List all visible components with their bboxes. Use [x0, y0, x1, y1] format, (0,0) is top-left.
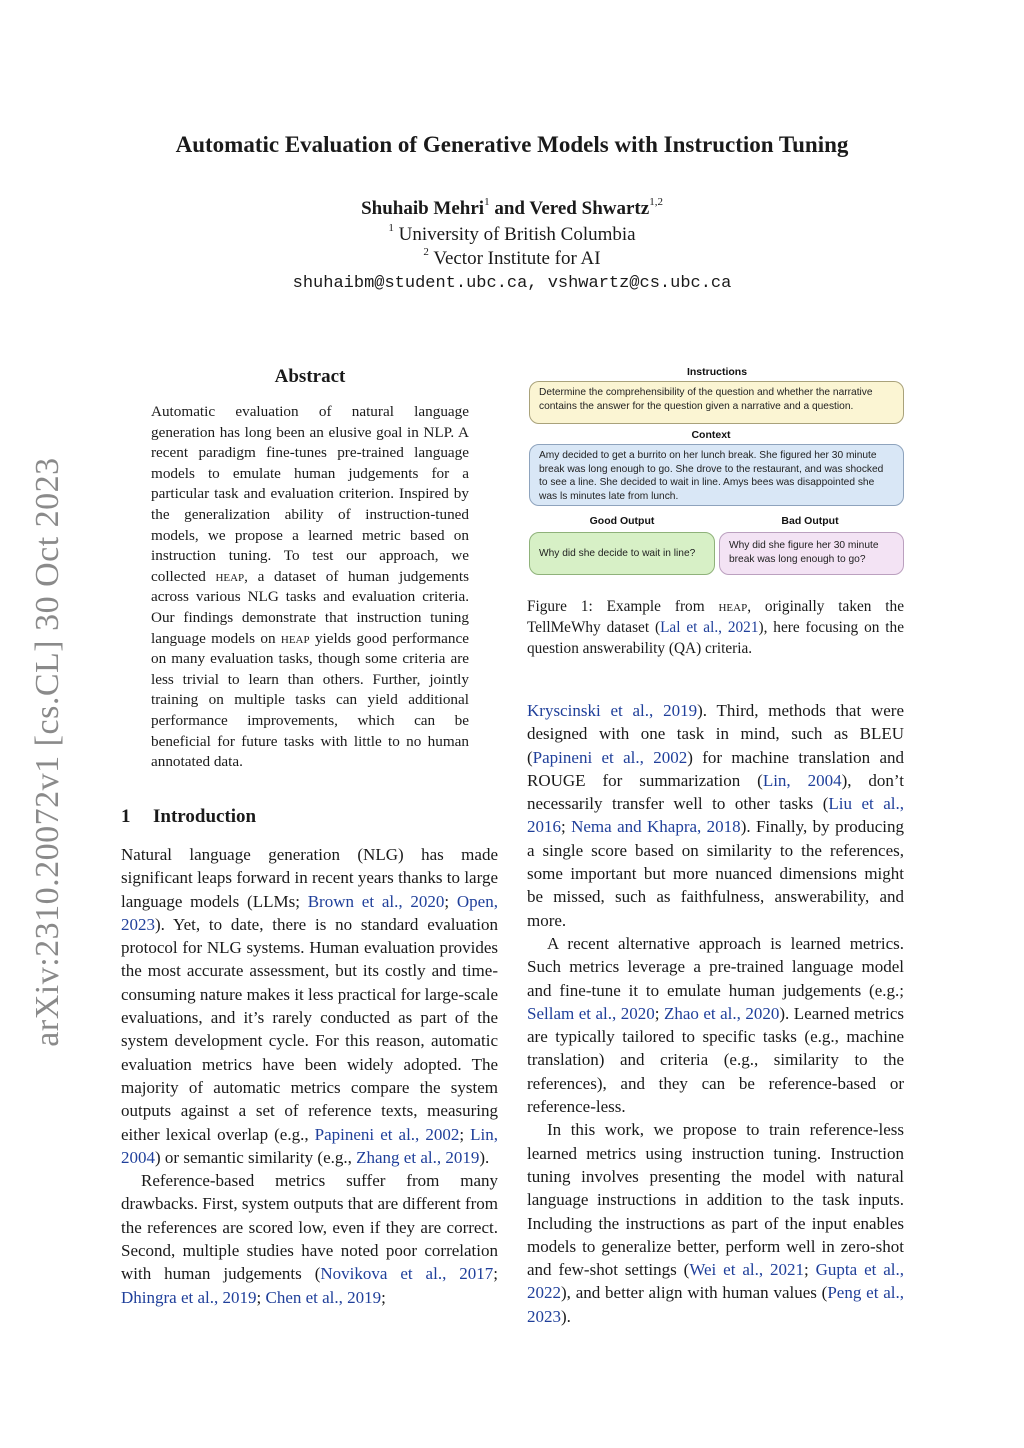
text-run: ), don’t necessarily transfer well to other tasks (: [527, 770, 904, 814]
text-run: In this work, we propose to train reference-less learned metrics using instruction tuning. Instruction tuning involves presenting the model with natural language instructions in addition to the task inputs. Including the instructions as part of the input enables models to generalize better, perform well in zero-shot and few-shot settings (: [527, 1120, 904, 1280]
figure-instructions-label: Instructions: [686, 366, 748, 378]
citation-chen-2019[interactable]: Chen et al., 2019: [265, 1287, 382, 1307]
affiliation-1-name: University of British Columbia: [398, 224, 636, 245]
text-run: ). Finally, by producing a single score based on similarity to the references, some important but more nuanced dimensions might be missed, such as faithfulness, answerability, and more.: [527, 817, 904, 930]
figure-bad-output-text: Why did she figure her 30 minute break was long enough to go?: [729, 540, 879, 565]
abstract-text-1: Automatic evaluation of natural language generation has long been an elusive goal in NLP. A recent paradigm fine-tunes pre-trained language models to emulate human judgements for a particular task and evaluation criterion. Inspired by the generalization ability of instruction-tuned models, we propose a learned metric based on instruction tuning. To test our approach, we collected: [151, 403, 469, 585]
citation-zhao-2020[interactable]: Zhao et al., 2020: [663, 1003, 780, 1023]
intro-paragraph-1: [121, 843, 498, 1169]
citation-sellam-2020[interactable]: Sellam et al., 2020: [527, 1003, 655, 1023]
right-paragraph-3: [527, 1118, 904, 1328]
text-run: ;: [561, 817, 572, 837]
author-1-affil: 1: [484, 196, 490, 208]
text-run: ;: [804, 1260, 816, 1280]
text-run: Natural language generation (NLG) has made significant leaps forward in recent years thanks to large language models (LLMs;: [121, 845, 498, 911]
citation-open-2023[interactable]: Open, 2023: [121, 891, 498, 934]
figure-good-output-box: [529, 532, 715, 575]
heap-dataset-name: heap: [215, 567, 245, 585]
heap-dataset-name: heap: [718, 598, 748, 615]
citation-brown-2020[interactable]: Brown et al., 2020: [307, 891, 445, 911]
arxiv-identifier: arXiv:2310.20072v1 [cs.CL] 30 Oct 2023: [29, 457, 66, 1047]
text-run: Reference-based metrics suffer from many drawbacks. First, system outputs that are different from the references are scored low, even if they are correct. Second, multiple studies have noted poor correlation with human judgements (: [121, 1171, 498, 1284]
paper-title: Automatic Evaluation of Generative Models with Instruction Tuning: [175, 132, 849, 157]
section-heading-introduction: [121, 806, 256, 828]
text-run: ;: [444, 891, 457, 911]
figure-1: [527, 360, 907, 582]
right-paragraph-1: [527, 699, 904, 932]
figure-1-caption: [527, 596, 904, 659]
text-run: ;: [459, 1124, 471, 1144]
authors: [0, 198, 1024, 220]
citation-lal-2021[interactable]: Lal et al., 2021: [660, 619, 759, 636]
left-column-body: [121, 843, 498, 1309]
figure-bad-output-label: Bad Output: [781, 515, 839, 527]
author-1: Shuhaib Mehri: [361, 198, 485, 219]
heap-dataset-name: heap: [280, 629, 310, 647]
caption-text: Figure 1: Example from: [527, 598, 719, 615]
figure-good-output-label: Good Output: [589, 515, 655, 527]
author-emails: shuhaibm@student.ubc.ca, vshwartz@cs.ubc.ca: [292, 274, 732, 293]
text-run: ) or semantic similarity (e.g.,: [155, 1147, 357, 1167]
caption-text: , originally taken the TellMeWhy dataset (: [527, 598, 904, 636]
figure-bad-output-box: [719, 532, 904, 575]
affiliation-2-name: Vector Institute for AI: [433, 248, 601, 269]
citation-dhingra-2019[interactable]: Dhingra et al., 2019: [121, 1287, 257, 1307]
figure-context-text: Amy decided to get a burrito on her lunch break. She figured her 30 minute break was long enough to go. She drove to the restaurant, and was shocked to see a line. She decided to wait in line. Amys bees was disappointed she was ls minutes late from lunch.: [539, 450, 884, 502]
text-run: ;: [654, 1003, 664, 1023]
citation-papineni-2002[interactable]: Papineni et al., 2002: [314, 1124, 460, 1144]
text-run: ).: [561, 1306, 571, 1326]
abstract-paragraph: [151, 402, 469, 773]
text-run: ).: [479, 1147, 490, 1167]
author-2: Vered Shwartz: [529, 198, 650, 219]
citation-lin-2004[interactable]: Lin, 2004: [121, 1124, 498, 1167]
text-run: ;: [256, 1287, 266, 1307]
text-run: ) for machine translation and ROUGE for summarization (: [527, 747, 905, 790]
right-paragraph-2: [527, 932, 904, 1118]
citation-nema-2018[interactable]: Nema and Khapra, 2018: [571, 817, 741, 837]
figure-context-box: [529, 444, 904, 506]
citation-lin-2004[interactable]: Lin, 2004: [762, 770, 842, 790]
abstract-heading: Abstract: [274, 366, 346, 387]
affiliation-1-number: 1: [388, 222, 394, 234]
figure-instructions-text: Determine the comprehensibility of the question and whether the narrative contains the answer for the question given a narrative and a question.: [539, 387, 873, 412]
citation-liu-2016[interactable]: Liu et al., 2016: [527, 794, 904, 837]
abstract-text-2: , a dataset of human judgements across various NLG tasks and evaluation criteria. Our findings demonstrate that instruction tuning language models on: [151, 567, 469, 647]
citation-zhang-2019[interactable]: Zhang et al., 2019: [356, 1147, 480, 1167]
citation-papineni-2002[interactable]: Papineni et al., 2002: [532, 747, 688, 767]
citation-kryscinski-2019[interactable]: Kryscinski et al., 2019: [527, 701, 698, 720]
intro-paragraph-2: [121, 1169, 498, 1309]
citation-wei-2021[interactable]: Wei et al., 2021: [689, 1260, 804, 1280]
figure-context-label: Context: [691, 429, 731, 441]
caption-text: ), here focusing on the question answerability (QA) criteria.: [527, 619, 904, 657]
affiliation-2: [0, 248, 1024, 270]
citation-gupta-2022[interactable]: Gupta et al., 2022: [527, 1260, 904, 1303]
citation-peng-2023[interactable]: Peng et al., 2023: [527, 1283, 904, 1326]
affiliation-1: [0, 224, 1024, 246]
text-run: ). Yet, to date, there is no standard evaluation protocol for NLG systems. Human evaluation provides the most accurate assessment, but its costly and time-consuming nature makes it less practical for large-scale evaluations, and it’s rarely conducted as part of the system development cycle. For this reason, automatic evaluation metrics have been widely adopted. The majority of automatic metrics compare the system outputs against a set of reference texts, measuring either lexical overlap (e.g.,: [121, 914, 498, 1144]
abstract-text-3: yields good performance on many evaluation tasks, though some criteria are less trivial to learn than others. Further, jointly training on multiple tasks can yield additional performance improvements, which can be beneficial for future tasks with little to no human annotated data.: [151, 629, 469, 771]
text-run: ). Third, methods that were designed with one task in mind, such as BLEU (: [527, 701, 904, 767]
abstract-body: [151, 402, 469, 773]
affiliation-2-number: 2: [423, 246, 429, 258]
section-number: 1: [121, 806, 131, 827]
text-run: A recent alternative approach is learned metrics. Such metrics leverage a pre-trained language model and fine-tune it to emulate human judgements (e.g.;: [527, 933, 904, 1000]
author-conjunction: and: [489, 198, 530, 219]
text-run: ), and better align with human values (: [561, 1283, 828, 1303]
text-run: ). Learned metrics are typically tailored to specific tasks (e.g., machine translation) and criteria (e.g., similarity to the references), and they can be reference-based or reference-less.: [527, 1003, 904, 1117]
citation-novikova-2017[interactable]: Novikova et al., 2017: [320, 1264, 494, 1284]
figure-good-output-text: Why did she decide to wait in line?: [539, 548, 696, 559]
author-2-affil: 1,2: [649, 196, 663, 208]
text-run: ;: [381, 1287, 386, 1307]
section-title: Introduction: [153, 806, 257, 827]
right-column-body: [527, 699, 904, 1328]
text-run: ;: [493, 1264, 498, 1284]
figure-instructions-box: [529, 381, 904, 424]
